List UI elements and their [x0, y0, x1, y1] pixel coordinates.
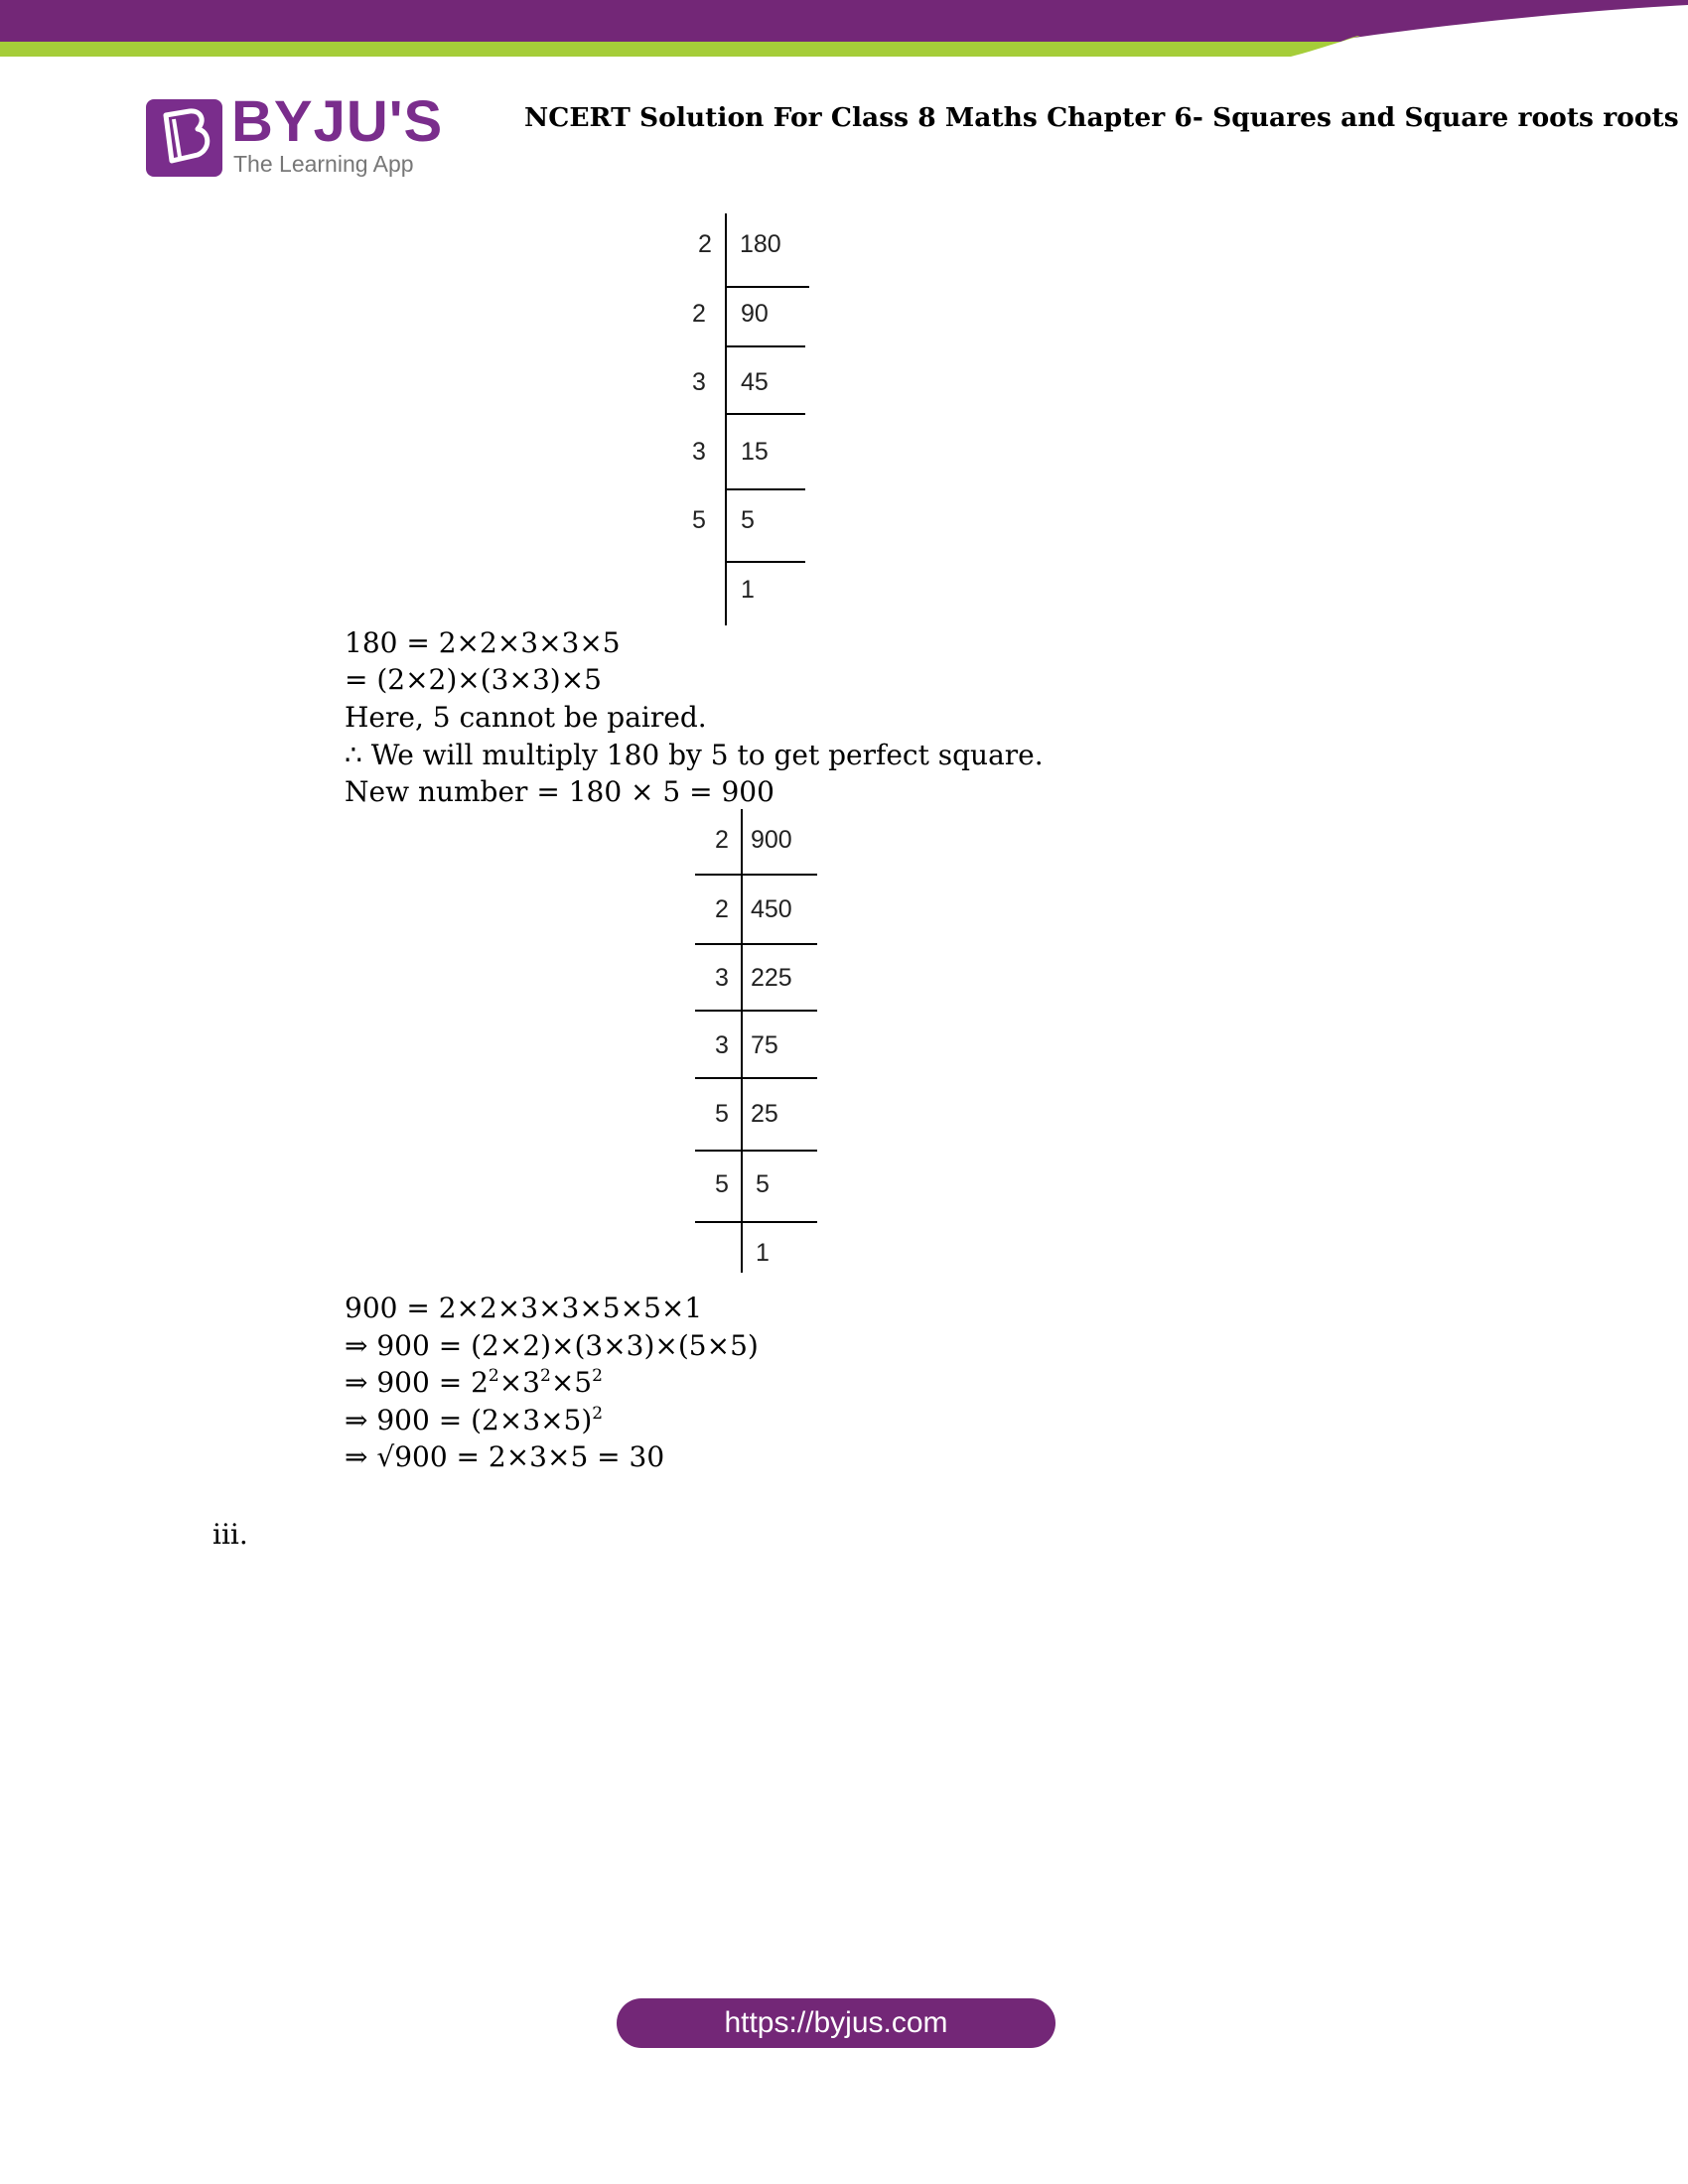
ladder-divisor: 5: [692, 506, 706, 534]
part-label-iii: iii.: [212, 1518, 248, 1551]
ladder-divisor: 5: [715, 1100, 729, 1128]
ladder-divider: [695, 1221, 817, 1223]
page-title: NCERT Solution For Class 8 Maths Chapter 6- Squares and Square roots roots: [524, 102, 1679, 133]
ladder-divider: [725, 286, 809, 288]
ladder-divisor: 2: [715, 826, 729, 854]
step-line-power: [345, 1403, 603, 1438]
step-line: Here, 5 cannot be paired.: [345, 701, 707, 734]
division-ladder-900: [695, 809, 824, 1276]
ladder-divisor: 3: [715, 964, 729, 992]
step-text: ⇒ 900 = (2×3×5): [345, 1404, 593, 1436]
ladder-value: 225: [751, 964, 792, 992]
logo-badge-icon: [146, 99, 222, 177]
ladder-value: 1: [756, 1239, 770, 1267]
exponent: 2: [488, 1366, 499, 1386]
ladder-divider: [695, 943, 817, 945]
ladder-value: 45: [741, 368, 769, 396]
step-line: = (2×2)×(3×3)×5: [345, 663, 602, 696]
step-text: ⇒ 900 = 2: [345, 1366, 489, 1399]
ladder-divider: [725, 345, 805, 347]
footer-url-link[interactable]: https://byjus.com: [617, 1998, 1055, 2048]
step-line: ⇒ 900 = (2×2)×(3×3)×(5×5): [345, 1329, 759, 1362]
ladder-divisor: 2: [692, 300, 706, 328]
ladder-value: 75: [751, 1031, 778, 1059]
exponent: 2: [592, 1404, 604, 1424]
ladder-divider: [695, 1010, 817, 1012]
step-text: ×5: [550, 1366, 593, 1399]
step-line: 900 = 2×2×3×3×5×5×1: [345, 1292, 703, 1324]
brand-tagline: The Learning App: [233, 151, 414, 177]
step-line: ∴ We will multiply 180 by 5 to get perfect square.: [345, 739, 1044, 771]
step-line-result: ⇒ √900 = 2×3×5 = 30: [345, 1440, 665, 1473]
ladder-divider: [725, 561, 805, 563]
ladder-divider: [695, 1150, 817, 1152]
step-line-exponents: [345, 1365, 603, 1401]
ladder-divisor: 3: [692, 368, 706, 396]
byjus-logo: [146, 89, 444, 179]
ladder-divider: [695, 874, 817, 876]
ladder-value: 5: [741, 506, 755, 534]
ladder-value: 900: [751, 826, 792, 854]
brand-name: BYJU'S: [231, 89, 444, 154]
step-text: ×3: [498, 1366, 540, 1399]
ladder-divider: [725, 413, 805, 415]
header-color-bands: [0, 0, 1688, 60]
ladder-vertical-line: [741, 809, 743, 1273]
ladder-divisor: 2: [698, 230, 712, 258]
exponent: 2: [592, 1366, 603, 1386]
ladder-divider: [725, 488, 805, 490]
division-ladder-180: [675, 213, 824, 625]
ladder-value: 15: [741, 438, 769, 466]
ladder-value: 5: [756, 1170, 770, 1198]
ladder-value: 450: [751, 895, 792, 923]
exponent: 2: [540, 1366, 551, 1386]
ladder-value: 25: [751, 1100, 778, 1128]
ladder-vertical-line: [725, 213, 727, 625]
ladder-divisor: 3: [692, 438, 706, 466]
step-line: New number = 180 × 5 = 900: [345, 775, 774, 808]
ladder-divisor: 2: [715, 895, 729, 923]
step-line: 180 = 2×2×3×3×5: [345, 626, 621, 659]
ladder-value: 90: [741, 300, 769, 328]
ladder-divisor: 5: [715, 1170, 729, 1198]
ladder-value: 1: [741, 576, 755, 604]
ladder-value: 180: [740, 230, 781, 258]
ladder-divisor: 3: [715, 1031, 729, 1059]
ladder-divider: [695, 1077, 817, 1079]
